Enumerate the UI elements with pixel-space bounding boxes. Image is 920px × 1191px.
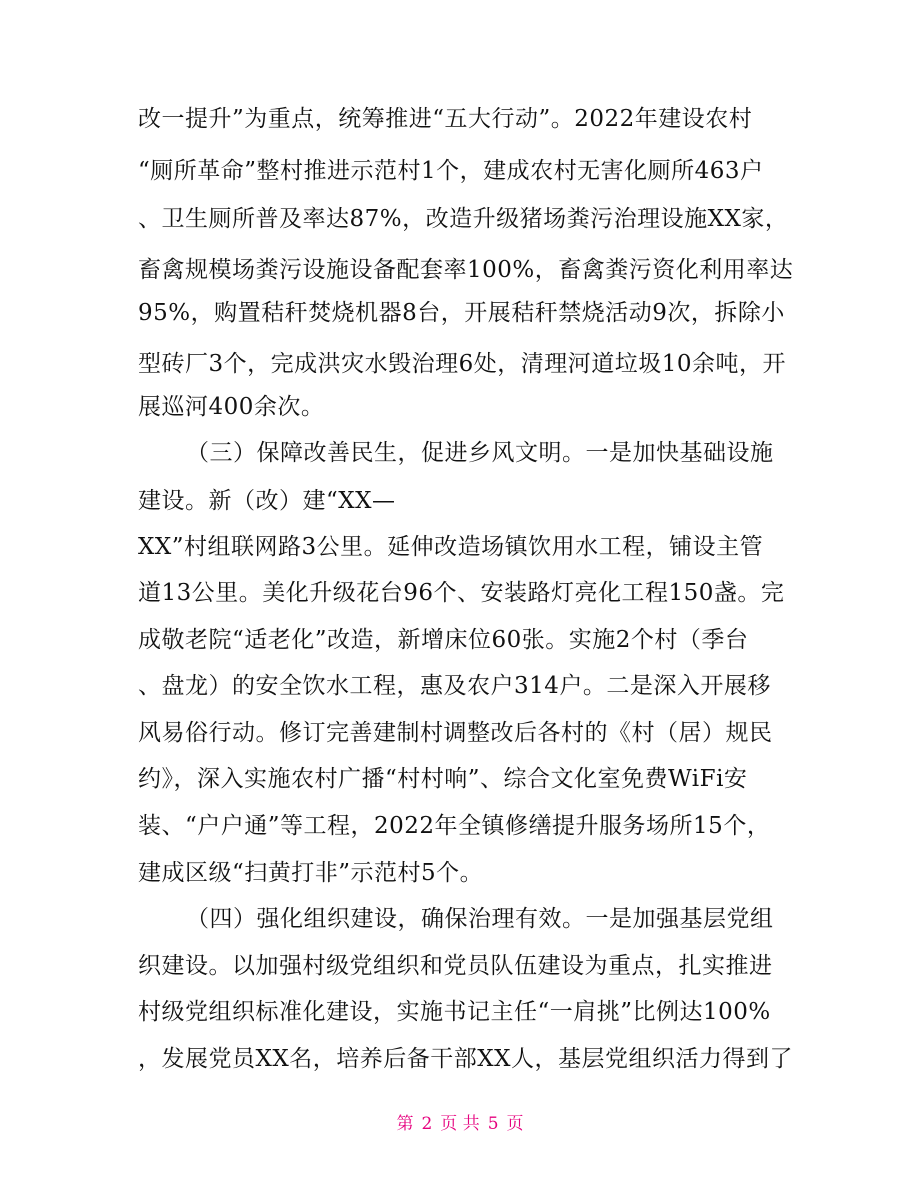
text-line: 、卫生厕所普及率达87%，改造升级猪场粪污治理设施XX家， xyxy=(138,206,789,232)
footer-page-number: 2 xyxy=(421,1114,433,1134)
footer-suffix: 页 xyxy=(506,1114,524,1134)
text-line: 型砖厂3个，完成洪灾水毁治理6处，清理河道垃圾10余吨，开 xyxy=(138,351,787,377)
page-footer xyxy=(0,1110,920,1138)
text-line: 展巡河400余次。 xyxy=(138,394,325,420)
text-line: 95%，购置秸秆焚烧机器8台，开展秸秆禁烧活动9次，拆除小 xyxy=(138,300,785,326)
footer-total-pages: 5 xyxy=(487,1114,499,1134)
text-line: （四）强化组织建设，确保治理有效。一是加强基层党组 xyxy=(186,906,774,932)
text-line: 建设。新（改）建“XX— xyxy=(138,488,396,514)
text-line: 改一提升”为重点，统筹推进“五大行动”。2022年建设农村 xyxy=(138,106,753,132)
text-line: （三）保障改善民生，促进乡风文明。一是加快基础设施 xyxy=(186,440,774,466)
text-line: 织建设。以加强村级党组织和党员队伍建设为重点，扎实推进 xyxy=(138,953,773,979)
text-line: 约》，深入实施农村广播“村村响”、综合文化室免费WiFi安 xyxy=(138,766,748,792)
text-line: XX”村组联网路3公里。延伸改造场镇饮用水工程，铺设主管 xyxy=(138,534,764,560)
text-line: 风易俗行动。修订完善建制村调整改后各村的《村（居）规民 xyxy=(138,720,773,746)
text-line: ，发展党员XX名，培养后备干部XX人，基层党组织活力得到了 xyxy=(138,1046,793,1072)
text-line: 成敬老院“适老化”改造，新增床位60张。实施2个村（季台 xyxy=(138,627,749,653)
text-line: 建成区级“扫黄打非”示范村5个。 xyxy=(138,860,484,886)
text-line: 、盘龙）的安全饮水工程，惠及农户314户。二是深入开展移 xyxy=(138,673,771,699)
text-line: “厕所革命”整村推进示范村1个，建成农村无害化厕所463户 xyxy=(138,158,764,184)
footer-middle: 页 共 xyxy=(440,1114,480,1134)
text-line: 道13公里。美化升级花台96个、安装路灯亮化工程150盏。完 xyxy=(138,580,785,606)
text-line: 装、“户户通”等工程，2022年全镇修缮提升服务场所15个， xyxy=(138,813,771,839)
text-line: 畜禽规模场粪污设施设备配套率100%，畜禽粪污资化利用率达 xyxy=(138,257,794,283)
footer-prefix: 第 xyxy=(396,1114,414,1134)
text-line: 村级党组织标准化建设，实施书记主任“一肩挑”比例达100% xyxy=(138,999,771,1025)
